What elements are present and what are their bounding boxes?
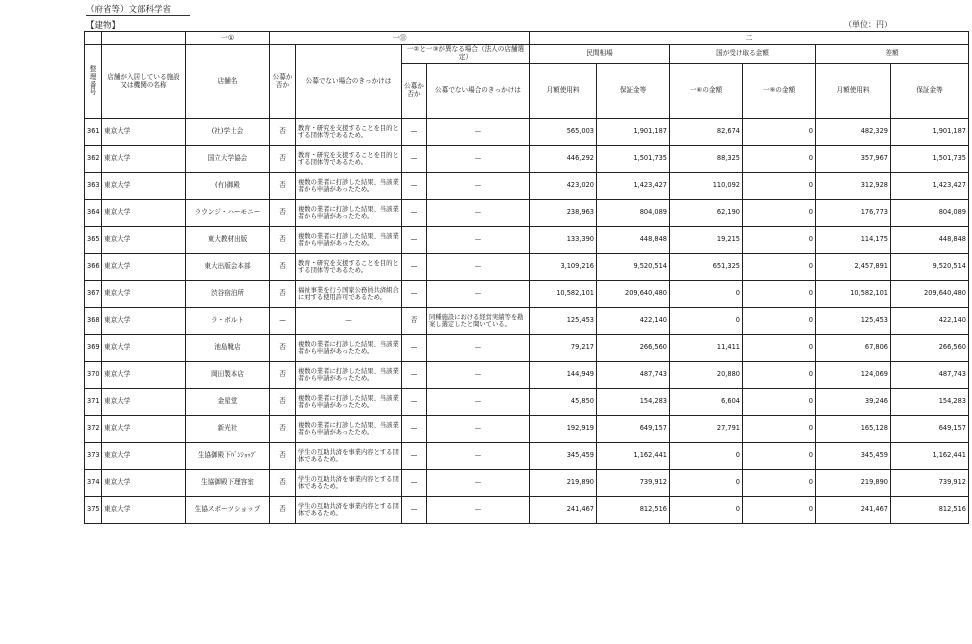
cell-public2: — [402, 335, 427, 362]
cell-reason: 複数の業者に打診した結果、当該業者から申請があったため。 [296, 416, 402, 443]
cell-amount6: 82,674 [670, 119, 743, 146]
group-header-g2: 二 [530, 32, 969, 45]
cell-amount6: 62,190 [670, 200, 743, 227]
cell-institution: 東京大学 [102, 389, 186, 416]
cell-diff-monthly: 312,928 [816, 173, 891, 200]
cell-deposit: 154,283 [597, 389, 670, 416]
cell-reason: — [296, 308, 402, 335]
cell-monthly: 79,217 [530, 335, 597, 362]
cell-institution: 東京大学 [102, 173, 186, 200]
cell-public2: — [402, 146, 427, 173]
cell-public2: — [402, 119, 427, 146]
col-header-public2: 公募か否か [402, 64, 427, 119]
lease-table [84, 31, 969, 524]
cell-store: 岡田製本店 [186, 362, 270, 389]
cell-monthly: 144,949 [530, 362, 597, 389]
cell-reason2: — [427, 146, 530, 173]
col-header-monthly: 月額使用料 [530, 64, 597, 119]
cell-diff-monthly: 114,175 [816, 227, 891, 254]
cell-public2: — [402, 362, 427, 389]
cell-no: 372 [85, 416, 102, 443]
table-row [85, 389, 969, 416]
table-body [85, 119, 969, 524]
cell-diff-deposit: 804,089 [891, 200, 969, 227]
cell-amount6: 27,791 [670, 416, 743, 443]
cell-store: 生協御殿下理容室 [186, 470, 270, 497]
cell-institution: 東京大学 [102, 362, 186, 389]
cell-amount6: 0 [670, 308, 743, 335]
cell-public: 否 [270, 497, 296, 524]
cell-reason: 福祉事業を行う国家公務員共済組合に対する使用許可であるため。 [296, 281, 402, 308]
group-header-g1: 一① [186, 32, 270, 45]
cell-diff-deposit: 448,848 [891, 227, 969, 254]
cell-amount9: 0 [743, 443, 816, 470]
table-row [85, 200, 969, 227]
cell-no: 367 [85, 281, 102, 308]
cell-diff-deposit: 1,901,187 [891, 119, 969, 146]
cell-amount9: 0 [743, 281, 816, 308]
table-row [85, 416, 969, 443]
cell-monthly: 10,582,101 [530, 281, 597, 308]
cell-public: 否 [270, 119, 296, 146]
ministry-underline [86, 15, 190, 16]
cell-diff-monthly: 125,453 [816, 308, 891, 335]
cell-deposit: 487,743 [597, 362, 670, 389]
cell-store: ラ・ボルト [186, 308, 270, 335]
cell-public: 否 [270, 200, 296, 227]
cell-public2: — [402, 389, 427, 416]
header-blank-cell [102, 32, 186, 45]
table-row [85, 119, 969, 146]
table-row [85, 281, 969, 308]
cell-monthly: 446,292 [530, 146, 597, 173]
sub-header-market: 民間相場 [530, 45, 670, 64]
cell-amount6: 0 [670, 443, 743, 470]
cell-store: 国立大学協会 [186, 146, 270, 173]
cell-amount9: 0 [743, 173, 816, 200]
cell-amount9: 0 [743, 200, 816, 227]
cell-reason: 学生の互助共済を事業内容とする団体であるため。 [296, 443, 402, 470]
cell-reason2: — [427, 254, 530, 281]
cell-diff-monthly: 357,967 [816, 146, 891, 173]
col-header-reason: 公募でない場合のきっかけは [296, 45, 402, 119]
cell-amount6: 6,604 [670, 389, 743, 416]
cell-diff-deposit: 266,560 [891, 335, 969, 362]
cell-store: 東大教材出版 [186, 227, 270, 254]
cell-reason: 学生の互助共済を事業内容とする団体であるため。 [296, 470, 402, 497]
sub-header-state-receive: 国が受け取る金額 [670, 45, 816, 64]
cell-reason2: — [427, 173, 530, 200]
cell-reason: 複数の業者に打診した結果、当該業者から申請があったため。 [296, 389, 402, 416]
cell-institution: 東京大学 [102, 443, 186, 470]
cell-reason2: — [427, 470, 530, 497]
cell-amount9: 0 [743, 416, 816, 443]
cell-public2: 否 [402, 308, 427, 335]
cell-no: 361 [85, 119, 102, 146]
col-header-diff-monthly: 月額使用料 [816, 64, 891, 119]
cell-deposit: 9,520,514 [597, 254, 670, 281]
cell-amount6: 19,215 [670, 227, 743, 254]
cell-no: 373 [85, 443, 102, 470]
category-label: 【建物】 [86, 21, 121, 31]
cell-deposit: 1,423,427 [597, 173, 670, 200]
cell-deposit: 649,157 [597, 416, 670, 443]
cell-store: 生協御殿下ﾊﾞﾝｼｮｯﾌﾟ [186, 443, 270, 470]
cell-no: 375 [85, 497, 102, 524]
cell-amount6: 110,092 [670, 173, 743, 200]
cell-amount9: 0 [743, 497, 816, 524]
cell-institution: 東京大学 [102, 497, 186, 524]
cell-monthly: 219,890 [530, 470, 597, 497]
cell-diff-monthly: 165,128 [816, 416, 891, 443]
group-header-g11: 一⑪ [270, 32, 530, 45]
cell-reason: 複数の業者に打診した結果、当該業者から申請があったため。 [296, 173, 402, 200]
cell-public: 否 [270, 389, 296, 416]
cell-store: (有)御殿 [186, 173, 270, 200]
cell-store: 東大出版会本部 [186, 254, 270, 281]
cell-public2: — [402, 470, 427, 497]
cell-reason2: — [427, 227, 530, 254]
cell-public: 否 [270, 470, 296, 497]
cell-public2: — [402, 281, 427, 308]
cell-diff-deposit: 1,501,735 [891, 146, 969, 173]
cell-diff-deposit: 812,516 [891, 497, 969, 524]
cell-diff-deposit: 209,640,480 [891, 281, 969, 308]
cell-monthly: 45,850 [530, 389, 597, 416]
cell-deposit: 209,640,480 [597, 281, 670, 308]
cell-monthly: 238,963 [530, 200, 597, 227]
cell-deposit: 1,901,187 [597, 119, 670, 146]
cell-amount6: 0 [670, 281, 743, 308]
ministry-label: （府省等）文部科学省 [86, 5, 172, 15]
cell-reason2: — [427, 200, 530, 227]
cell-reason: 教育・研究を支援することを目的とする団体等であるため。 [296, 254, 402, 281]
col-header-public: 公募か否か [270, 45, 296, 119]
cell-amount9: 0 [743, 119, 816, 146]
col-header-store: 店舗名 [186, 45, 270, 119]
cell-reason2: — [427, 362, 530, 389]
cell-no: 362 [85, 146, 102, 173]
cell-diff-deposit: 739,912 [891, 470, 969, 497]
cell-institution: 東京大学 [102, 470, 186, 497]
cell-reason2: — [427, 389, 530, 416]
cell-no: 370 [85, 362, 102, 389]
cell-public: 否 [270, 173, 296, 200]
cell-amount6: 11,411 [670, 335, 743, 362]
cell-public2: — [402, 254, 427, 281]
cell-public2: — [402, 173, 427, 200]
cell-diff-deposit: 487,743 [891, 362, 969, 389]
cell-reason2: — [427, 497, 530, 524]
cell-amount9: 0 [743, 470, 816, 497]
cell-amount9: 0 [743, 227, 816, 254]
cell-institution: 東京大学 [102, 254, 186, 281]
table-row [85, 470, 969, 497]
cell-reason: 複数の業者に打診した結果、当該業者から申請があったため。 [296, 362, 402, 389]
col-header-amount9: 一⑨の金額 [743, 64, 816, 119]
cell-public2: — [402, 227, 427, 254]
table-row [85, 443, 969, 470]
cell-amount9: 0 [743, 362, 816, 389]
cell-institution: 東京大学 [102, 146, 186, 173]
cell-diff-monthly: 10,582,101 [816, 281, 891, 308]
cell-amount6: 88,325 [670, 146, 743, 173]
table-row [85, 227, 969, 254]
cell-store: 渋谷宿泊所 [186, 281, 270, 308]
cell-amount9: 0 [743, 389, 816, 416]
cell-public: 否 [270, 254, 296, 281]
cell-diff-deposit: 1,162,441 [891, 443, 969, 470]
cell-reason: 学生の互助共済を事業内容とする団体であるため。 [296, 497, 402, 524]
cell-public: 否 [270, 416, 296, 443]
cell-diff-deposit: 1,423,427 [891, 173, 969, 200]
cell-public2: — [402, 497, 427, 524]
cell-monthly: 3,109,216 [530, 254, 597, 281]
sub-header-diff: 差額 [816, 45, 969, 64]
cell-public2: — [402, 200, 427, 227]
cell-monthly: 125,453 [530, 308, 597, 335]
cell-institution: 東京大学 [102, 200, 186, 227]
cell-deposit: 1,501,735 [597, 146, 670, 173]
cell-public: 否 [270, 146, 296, 173]
table-row [85, 497, 969, 524]
header-blank-cell [85, 32, 102, 45]
cell-diff-monthly: 67,806 [816, 335, 891, 362]
col-header-deposit: 保証金等 [597, 64, 670, 119]
cell-institution: 東京大学 [102, 227, 186, 254]
cell-deposit: 812,516 [597, 497, 670, 524]
cell-public2: — [402, 443, 427, 470]
cell-reason2: 同種施設における経営実績等を勘案し選定したと聞いている。 [427, 308, 530, 335]
cell-reason: 複数の業者に打診した結果、当該業者から申請があったため。 [296, 227, 402, 254]
cell-diff-monthly: 176,773 [816, 200, 891, 227]
cell-deposit: 422,140 [597, 308, 670, 335]
cell-monthly: 133,390 [530, 227, 597, 254]
sub-header-store-selection: 一②と一③が異なる場合（法人の店舗選定） [402, 45, 530, 64]
cell-public: — [270, 308, 296, 335]
cell-no: 365 [85, 227, 102, 254]
cell-store: 生協スポーツショップ [186, 497, 270, 524]
cell-institution: 東京大学 [102, 281, 186, 308]
cell-no: 371 [85, 389, 102, 416]
cell-amount6: 651,325 [670, 254, 743, 281]
col-header-diff-deposit: 保証金等 [891, 64, 969, 119]
cell-amount9: 0 [743, 308, 816, 335]
cell-monthly: 241,467 [530, 497, 597, 524]
cell-deposit: 1,162,441 [597, 443, 670, 470]
cell-monthly: 565,003 [530, 119, 597, 146]
cell-deposit: 266,560 [597, 335, 670, 362]
cell-public: 否 [270, 227, 296, 254]
cell-amount9: 0 [743, 254, 816, 281]
cell-amount6: 20,880 [670, 362, 743, 389]
cell-public: 否 [270, 362, 296, 389]
table-row [85, 146, 969, 173]
cell-public: 否 [270, 335, 296, 362]
cell-no: 369 [85, 335, 102, 362]
cell-diff-monthly: 482,329 [816, 119, 891, 146]
cell-reason: 複数の業者に打診した結果、当該業者から申請があったため。 [296, 200, 402, 227]
cell-amount9: 0 [743, 146, 816, 173]
cell-amount6: 0 [670, 470, 743, 497]
cell-public: 否 [270, 443, 296, 470]
cell-institution: 東京大学 [102, 308, 186, 335]
cell-diff-monthly: 241,467 [816, 497, 891, 524]
cell-store: 金星堂 [186, 389, 270, 416]
table-row [85, 335, 969, 362]
cell-store: ラウンジ・ハーモニー [186, 200, 270, 227]
cell-amount6: 0 [670, 497, 743, 524]
cell-deposit: 448,848 [597, 227, 670, 254]
col-header-amount6: 一⑥の金額 [670, 64, 743, 119]
cell-diff-monthly: 124,069 [816, 362, 891, 389]
cell-store: (社)学士会 [186, 119, 270, 146]
cell-monthly: 423,020 [530, 173, 597, 200]
cell-deposit: 739,912 [597, 470, 670, 497]
cell-reason2: — [427, 443, 530, 470]
cell-diff-monthly: 2,457,891 [816, 254, 891, 281]
col-header-reason2: 公募でない場合のきっかけは [427, 64, 530, 119]
cell-public2: — [402, 416, 427, 443]
cell-diff-monthly: 39,246 [816, 389, 891, 416]
cell-store: 池島靴店 [186, 335, 270, 362]
cell-no: 364 [85, 200, 102, 227]
cell-deposit: 804,089 [597, 200, 670, 227]
cell-diff-monthly: 345,459 [816, 443, 891, 470]
cell-monthly: 192,919 [530, 416, 597, 443]
cell-reason: 教育・研究を支援することを目的とする団体等であるため。 [296, 146, 402, 173]
col-header-institution: 店舗が入居している施設又は機関の名称 [102, 45, 186, 119]
col-header-no: 整理番号 [85, 45, 102, 119]
cell-monthly: 345,459 [530, 443, 597, 470]
cell-diff-deposit: 649,157 [891, 416, 969, 443]
cell-public: 否 [270, 281, 296, 308]
cell-amount9: 0 [743, 335, 816, 362]
cell-reason2: — [427, 281, 530, 308]
cell-reason2: — [427, 335, 530, 362]
cell-diff-deposit: 154,283 [891, 389, 969, 416]
cell-institution: 東京大学 [102, 335, 186, 362]
cell-diff-deposit: 9,520,514 [891, 254, 969, 281]
table-row [85, 362, 969, 389]
table-row [85, 173, 969, 200]
cell-diff-deposit: 422,140 [891, 308, 969, 335]
cell-no: 366 [85, 254, 102, 281]
cell-reason: 複数の業者に打診した結果、当該業者から申請があったため。 [296, 335, 402, 362]
cell-no: 368 [85, 308, 102, 335]
unit-label: （単位：円） [844, 20, 892, 29]
cell-store: 新光社 [186, 416, 270, 443]
cell-institution: 東京大学 [102, 119, 186, 146]
cell-diff-monthly: 219,890 [816, 470, 891, 497]
cell-reason2: — [427, 416, 530, 443]
cell-reason2: — [427, 119, 530, 146]
cell-no: 374 [85, 470, 102, 497]
cell-institution: 東京大学 [102, 416, 186, 443]
cell-no: 363 [85, 173, 102, 200]
cell-reason: 教育・研究を支援することを目的とする団体等であるため。 [296, 119, 402, 146]
table-row [85, 308, 969, 335]
table-row [85, 254, 969, 281]
